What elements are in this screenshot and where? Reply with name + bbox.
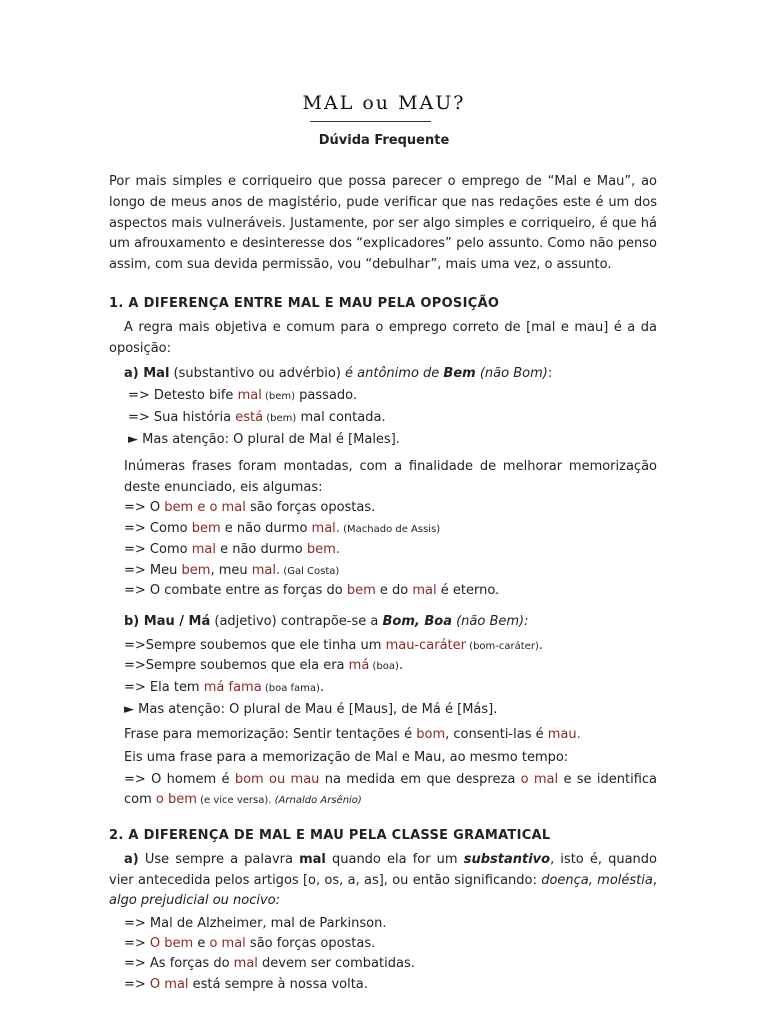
text-span: => O homem é <box>124 772 235 787</box>
small-note: (Gal Costa) <box>280 566 340 577</box>
text-span: doença, moléstia <box>541 873 653 888</box>
paragraph-line <box>109 873 657 889</box>
text-span: => As forças do <box>124 956 234 971</box>
highlight-span: mal. <box>311 521 340 536</box>
text-span: (substantivo ou advérbio) <box>169 366 346 381</box>
example-line <box>124 936 375 952</box>
example-line <box>124 500 375 516</box>
text-span: . <box>319 680 325 695</box>
rule-a-label: a) Mal <box>124 366 170 381</box>
note-line: ► Mas atenção: O plural de Mau é [Maus], de Má é [Más]. <box>124 702 498 717</box>
highlight-span: mal. <box>251 563 281 578</box>
text-span: => <box>124 977 150 992</box>
highlight-span: o mal <box>520 772 559 787</box>
example-line <box>128 410 386 427</box>
example-line: => Mal de Alzheimer, mal de Parkinson. <box>124 916 387 931</box>
highlight-span: O bem <box>149 936 194 951</box>
highlight-span: bom <box>416 727 446 742</box>
example-line <box>124 521 440 538</box>
text-span: => Sua história <box>128 410 236 425</box>
text-span: mal contada. <box>296 410 386 425</box>
small-note: (Machado de Assis) <box>339 524 441 535</box>
text-span: são forças opostas. <box>245 936 376 951</box>
paragraph-line: oposição: <box>109 341 171 356</box>
example-line <box>124 680 324 697</box>
highlight-span: o bem <box>155 792 197 807</box>
text-span: está sempre à nossa volta. <box>188 977 368 992</box>
paragraph-line: deste enunciado, eis algumas: <box>124 480 323 495</box>
text-span: , consenti-las é <box>445 727 548 742</box>
paragraph-line <box>124 727 581 743</box>
text-span: =>Sempre soubemos que ele tinha um <box>124 638 386 653</box>
text-span: Use sempre a palavra <box>138 852 300 867</box>
intro-line: Por mais simples e corriqueiro que possa parecer o emprego de “Mal e Mau”, ao <box>109 174 657 189</box>
highlight-span: má fama <box>203 680 262 695</box>
text-span: e <box>193 936 210 951</box>
intro-line: assim, com sua devida permissão, vou “debulhar”, mais uma vez, o assunto. <box>109 257 612 272</box>
text-span: => <box>124 936 150 951</box>
text-span: é eterno. <box>436 583 500 598</box>
highlight-span: mau-caráter <box>385 638 466 653</box>
highlight-span: mal <box>412 583 437 598</box>
small-note: (bem) <box>261 391 296 402</box>
text-span: . <box>398 658 404 673</box>
highlight-span: bom ou mau <box>234 772 320 787</box>
small-note: (bom-caráter) <box>466 641 539 652</box>
example-line <box>124 542 340 558</box>
highlight-span: mal <box>191 542 216 557</box>
example-line <box>128 388 357 405</box>
text-span: quando ela for um <box>325 852 464 867</box>
text-span: => Como <box>124 542 192 557</box>
section-2-heading: 2. A DIFERENÇA DE MAL E MAU PELA CLASSE GRAMATICAL <box>109 828 551 843</box>
small-note: (e vice versa). <box>196 795 272 806</box>
text-span: (adjetivo) contrapõe-se a <box>210 614 383 629</box>
highlight-span: bem <box>346 583 376 598</box>
text-span: (não Bem): <box>451 614 529 629</box>
text-span: => Ela tem <box>124 680 204 695</box>
text-span: vier antecedida pelos artigos [o, os, a, as], ou então significando: <box>109 873 542 888</box>
text-span: na medida em que despreza <box>319 772 521 787</box>
paragraph-line: Eis uma frase para a memorização de Mal e Mau, ao mesmo tempo: <box>124 750 569 765</box>
paragraph-line: Inúmeras frases foram montadas, com a finalidade de melhorar memorização <box>124 459 657 474</box>
text-span: passado. <box>295 388 358 403</box>
note-line: ► Mas atenção: O plural de Mal é [Males]. <box>128 432 400 447</box>
text-span: => O <box>124 500 165 515</box>
highlight-span: má <box>348 658 370 673</box>
text-span: , <box>652 873 657 888</box>
highlight-span: mau. <box>547 727 581 742</box>
example-line <box>124 956 415 972</box>
text-span: e não durmo <box>220 521 312 536</box>
intro-line: longo de meus anos de magistério, pude verificar que nas redações este é um dos <box>109 195 657 210</box>
paragraph-line: A regra mais objetiva e comum para o emprego correto de [mal e mau] é a da <box>124 320 657 335</box>
highlight-span: o mal <box>209 936 246 951</box>
small-note: (boa) <box>369 661 399 672</box>
example-line <box>124 792 362 809</box>
small-note: (bem) <box>263 413 297 424</box>
example-line <box>124 658 403 675</box>
page-title: MAL ou MAU? <box>302 92 466 114</box>
text-span: , meu <box>210 563 252 578</box>
rule-b-label: b) Mau / Má <box>124 614 211 629</box>
text-span: (não Bom) <box>475 366 548 381</box>
text-span: Bom, Boa <box>382 614 452 629</box>
highlight-span: mal <box>233 956 258 971</box>
author-note: (Arnaldo Arsênio) <box>271 795 362 806</box>
text-span: e não durmo <box>215 542 307 557</box>
highlight-span: O mal <box>149 977 189 992</box>
highlight-span: bem e o mal <box>164 500 246 515</box>
text-span: => Como <box>124 521 192 536</box>
example-line <box>124 583 499 599</box>
paragraph-line: algo prejudicial ou nocivo: <box>109 893 280 908</box>
rule-label: a) <box>124 852 139 867</box>
highlight-span: está <box>235 410 264 425</box>
page-subtitle: Dúvida Frequente <box>318 133 450 148</box>
text-span: : <box>547 366 553 381</box>
text-span: . <box>538 638 543 653</box>
text-span: são forças opostas. <box>245 500 376 515</box>
title-underline <box>310 121 431 122</box>
example-line <box>124 977 368 993</box>
text-span: Bem <box>443 366 476 381</box>
example-line <box>124 772 657 788</box>
intro-line: um afrouxamento e desinteresse dos “explicadores” pelo assunto. Como não penso <box>109 236 657 251</box>
text-span: Frase para memorização: Sentir tentações é <box>124 727 417 742</box>
example-line <box>124 563 339 580</box>
example-line <box>124 638 543 655</box>
small-note: (boa fama) <box>261 683 320 694</box>
text-span: e do <box>375 583 413 598</box>
text-span: => Meu <box>124 563 182 578</box>
highlight-span: bem. <box>306 542 340 557</box>
highlight-span: bem <box>191 521 221 536</box>
text-span: => Detesto bife <box>128 388 238 403</box>
text-span: é antônimo de <box>345 366 444 381</box>
text-span: com <box>124 792 156 807</box>
paragraph-line <box>124 852 657 868</box>
text-span: , isto é, quando <box>550 852 658 867</box>
highlight-span: mal <box>237 388 262 403</box>
highlight-span: bem <box>181 563 211 578</box>
text-span: e se identifica <box>558 772 657 787</box>
rule-b-line <box>124 614 529 630</box>
text-span: devem ser combatidas. <box>257 956 415 971</box>
text-span: substantivo <box>463 852 551 867</box>
text-span: => O combate entre as forças do <box>124 583 347 598</box>
intro-line: aspectos mais vulneráveis. Justamente, por ser algo simples e corriqueiro, é que há <box>109 216 657 231</box>
rule-a-line <box>124 366 552 382</box>
text-span: mal <box>299 852 326 867</box>
text-span: =>Sempre soubemos que ela era <box>124 658 349 673</box>
section-1-heading: 1. A DIFERENÇA ENTRE MAL E MAU PELA OPOSIÇÃO <box>109 296 500 311</box>
